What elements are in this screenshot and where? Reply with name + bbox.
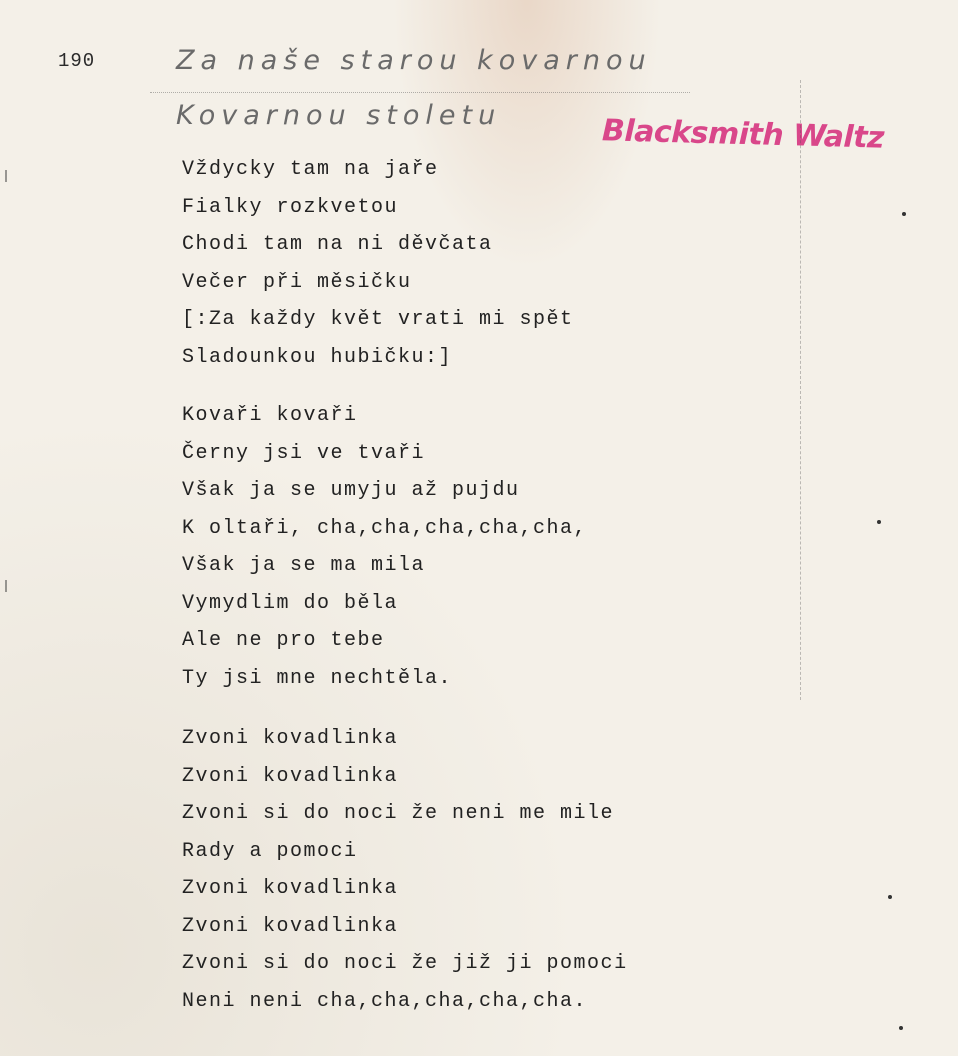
ink-speck	[902, 212, 906, 216]
stanza-3	[182, 720, 628, 1020]
lyric-line: Ale ne pro tebe	[182, 629, 385, 652]
lyric-line: Vždycky tam na jaře	[182, 158, 439, 181]
lyric-line: Zvoni kovadlinka	[182, 727, 399, 750]
lyric-line: Sladounkou hubičku:]	[182, 345, 453, 369]
lyric-line: Však ja se umyju až pujdu	[182, 479, 520, 502]
stanza-1	[182, 151, 574, 376]
lyric-line: [:Za každy květ vrati mi spět	[182, 308, 574, 331]
lyric-line: Černy jsi ve tvaři	[182, 441, 426, 465]
ink-speck	[899, 1026, 903, 1030]
lyric-line: Večer při měsičku	[182, 270, 412, 294]
lyric-line: Zvoni kovadlinka	[182, 877, 399, 900]
lyric-line: Zvoni kovadlinka	[182, 764, 399, 788]
lyric-line: Neni neni cha,cha,cha,cha,cha.	[182, 989, 588, 1013]
ink-speck	[888, 895, 892, 899]
lyric-line: Zvoni kovadlinka	[182, 914, 399, 938]
lyric-line: Zvoni si do noci že neni me mile	[182, 802, 615, 825]
ink-speck	[877, 520, 881, 524]
lyric-line: Rady a pomoci	[182, 839, 358, 863]
left-margin-tick	[5, 580, 7, 592]
lyric-line: Však ja se ma mila	[182, 554, 426, 577]
title-underline	[150, 92, 690, 93]
lyric-line: Zvoni si do noci že již ji pomoci	[182, 952, 628, 975]
handwritten-title-1: Za naše starou kovarnou	[176, 45, 652, 76]
page-number: 190	[58, 50, 96, 72]
lyric-line: Kovaři kovaři	[182, 404, 358, 427]
lyric-line: Chodi tam na ni děvčata	[182, 233, 493, 256]
lyric-line: K oltaři, cha,cha,cha,cha,cha,	[182, 516, 588, 540]
right-margin-line	[800, 80, 801, 700]
stanza-2	[182, 397, 587, 697]
lyric-line: Fialky rozkvetou	[182, 195, 399, 219]
left-margin-tick	[5, 170, 7, 182]
lyric-line: Vymydlim do běla	[182, 591, 399, 615]
lyric-line: Ty jsi mne nechtěla.	[182, 666, 453, 690]
pink-annotation: Blacksmith Waltz	[601, 113, 885, 156]
handwritten-title-2: Kovarnou stoletu	[176, 100, 502, 131]
